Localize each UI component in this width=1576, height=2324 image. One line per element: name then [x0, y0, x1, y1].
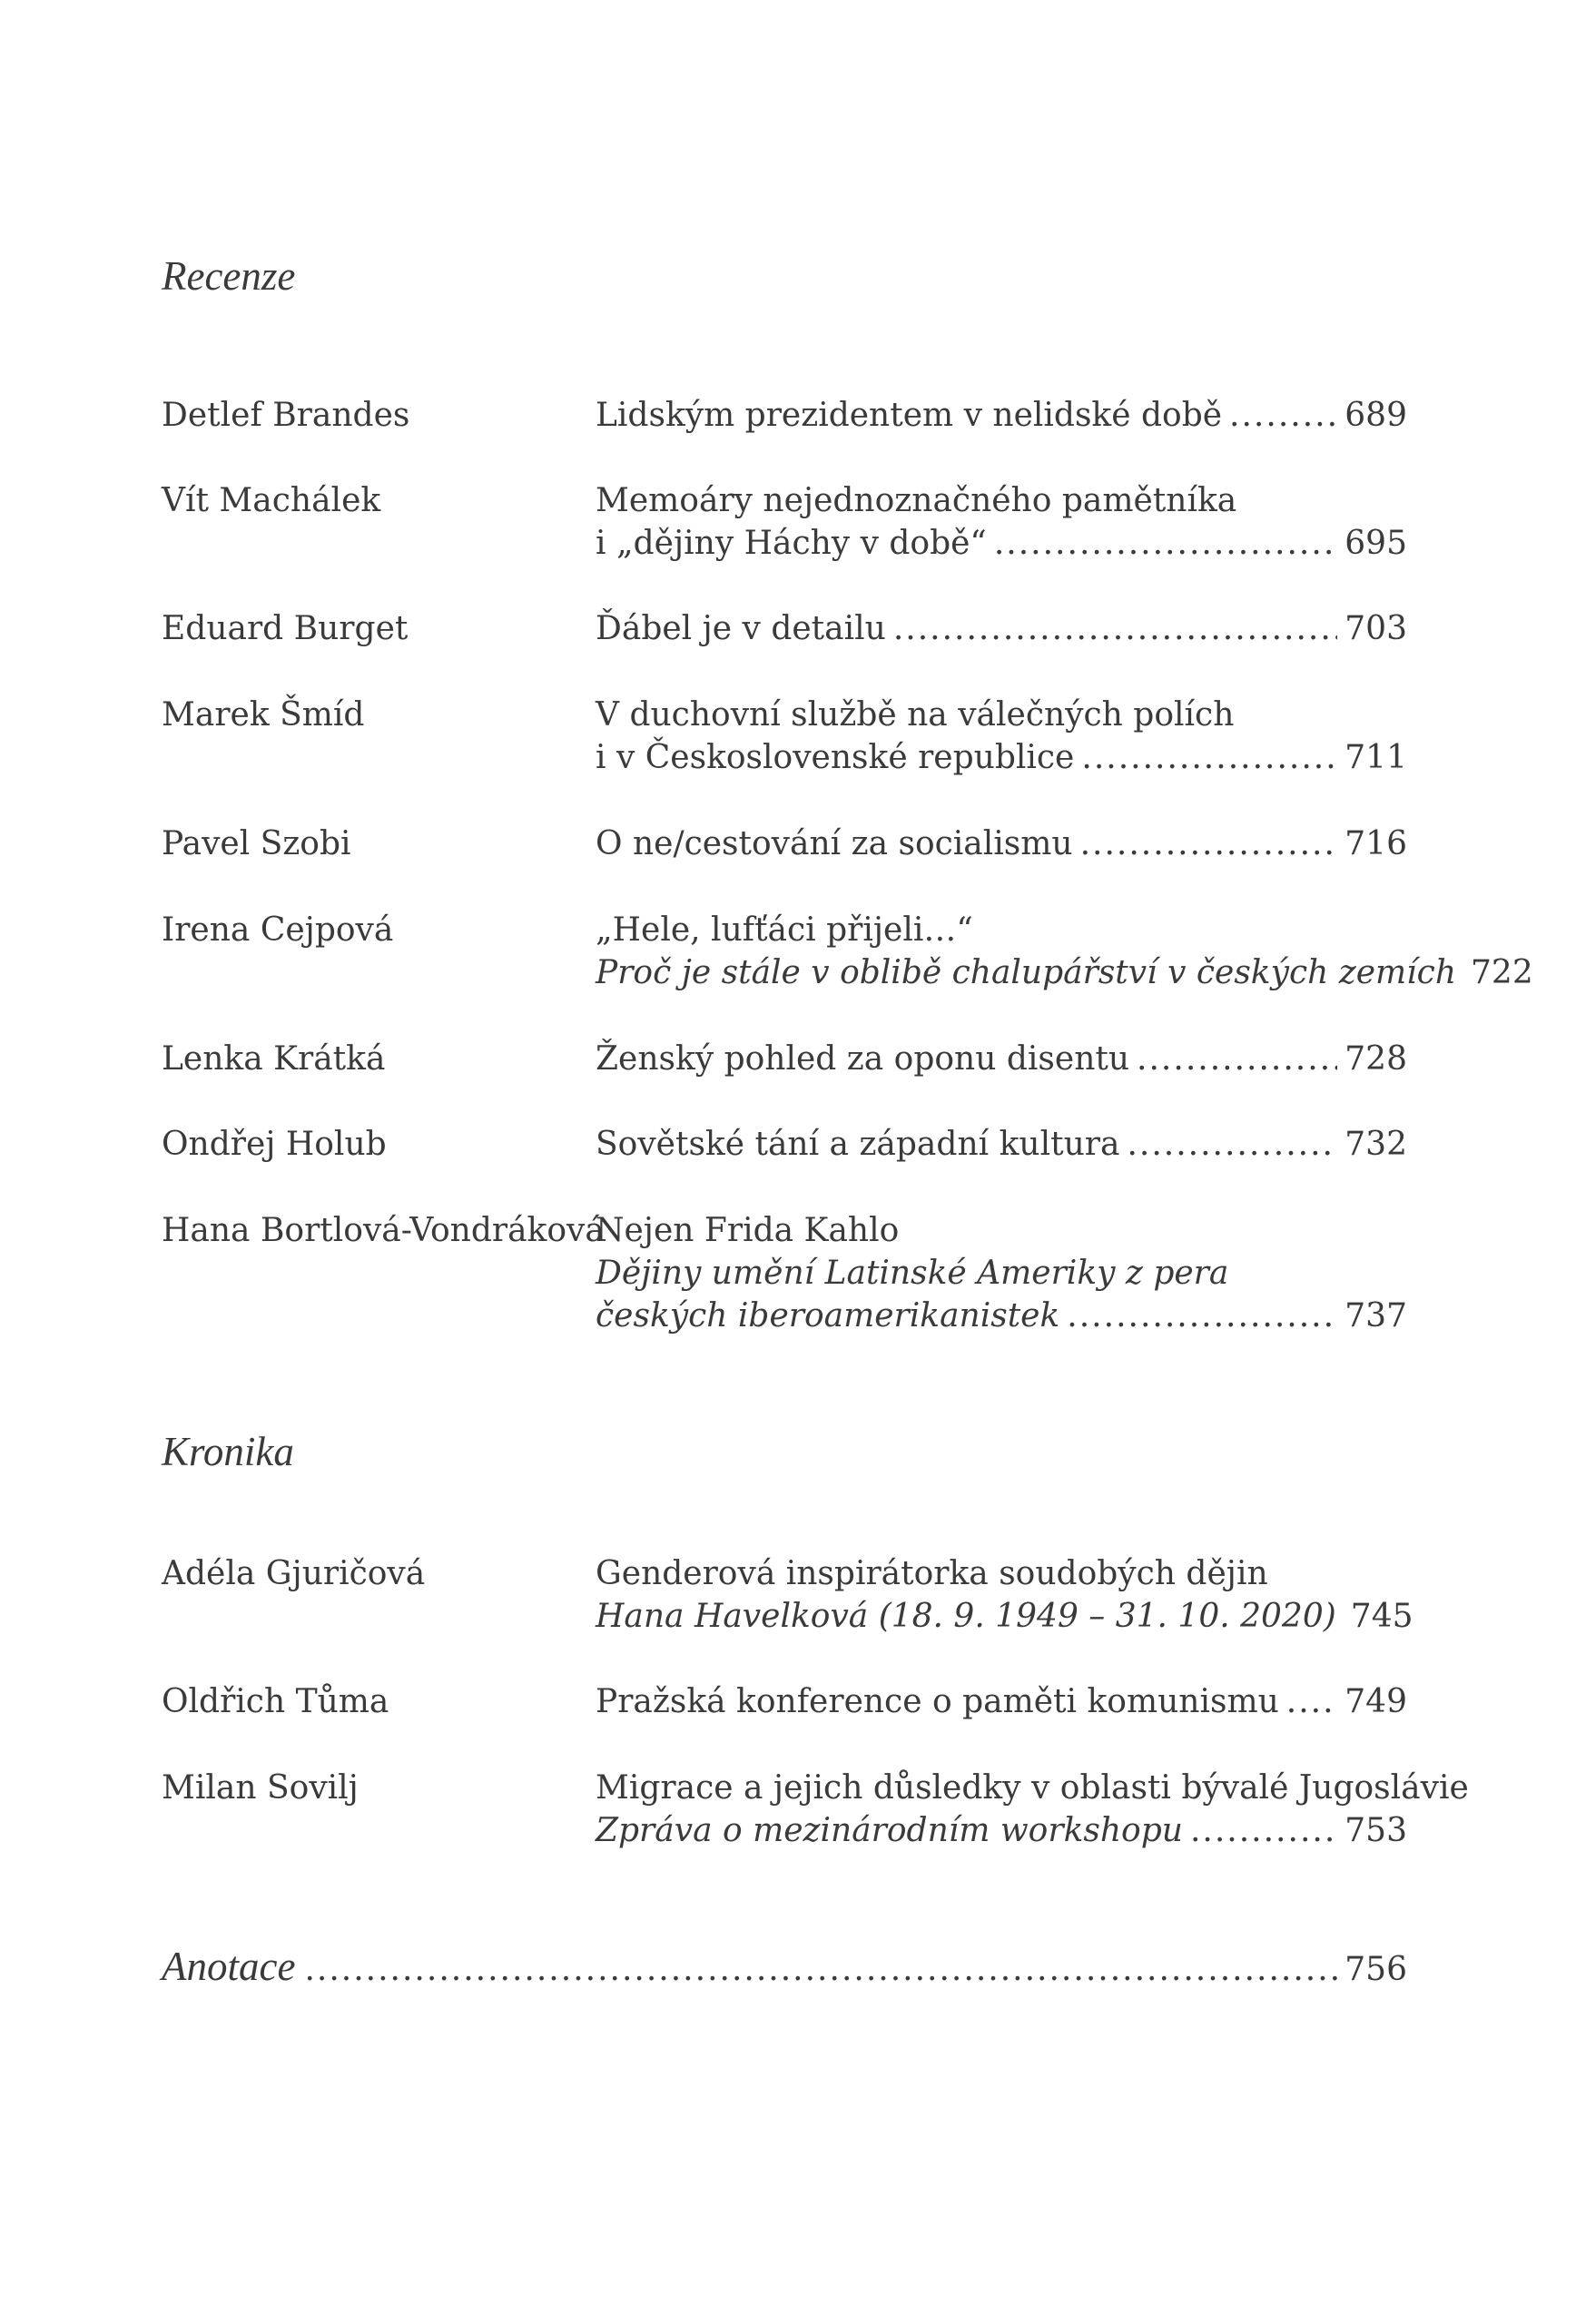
title-line [596, 394, 1407, 437]
entry-author: Vít Machálek [162, 482, 381, 519]
dot-leader [1081, 736, 1337, 779]
title-line [596, 1038, 1407, 1080]
entry-author: Marek Šmíd [162, 696, 365, 734]
title-text: „Hele, lufťáci přijeli…“ [596, 911, 973, 949]
entry-title [596, 1209, 1407, 1337]
entry-author: Lenka Krátká [162, 1040, 386, 1078]
title-line [596, 522, 1407, 565]
page-number: 749 [1345, 1683, 1407, 1720]
subtitle-line [596, 1809, 1407, 1852]
entry-title [596, 1552, 1413, 1638]
entry-title [596, 607, 1407, 650]
page-number: 732 [1345, 1126, 1407, 1163]
subtitle-text: Dějiny umění Latinské Ameriky z pera [596, 1255, 1229, 1292]
entry-title [596, 1767, 1469, 1852]
entry-author: Pavel Szobi [162, 825, 351, 862]
title-text: Genderová inspirátorka soudobých dějin [596, 1555, 1268, 1592]
toc-entry-anotace[interactable] [162, 1943, 1407, 1990]
title-text: Memoáry nejednoznačného pamětníka [596, 482, 1237, 519]
title-line [596, 1123, 1407, 1166]
title-text: Nejen Frida Kahlo [596, 1212, 900, 1249]
subtitle-line [596, 1252, 1407, 1295]
entry-title [596, 394, 1407, 437]
subtitle-text: českých iberoamerikanistek [596, 1297, 1060, 1334]
page-number: 722 [1471, 954, 1533, 991]
entry-title [596, 479, 1407, 565]
page-number: 753 [1345, 1812, 1407, 1849]
entry-author: Irena Cejpová [162, 911, 394, 949]
dot-leader [1080, 822, 1338, 865]
title-text: Lidským prezidentem v nelidské době [596, 397, 1223, 434]
page-number: 737 [1345, 1297, 1407, 1334]
dot-leader [1190, 1809, 1337, 1852]
title-text: Ďábel je v detailu [596, 610, 886, 647]
page-number: 716 [1345, 825, 1407, 862]
entry-author: Adéla Gjuričová [162, 1555, 426, 1592]
dot-leader [1127, 1123, 1337, 1166]
title-line [596, 1767, 1469, 1809]
entry-title [596, 694, 1407, 779]
subtitle-text: Hana Havelková (18. 9. 1949 – 31. 10. 2020) [596, 1598, 1336, 1635]
page-number: 728 [1345, 1040, 1407, 1078]
title-line [596, 607, 1407, 650]
entry-title [596, 909, 1533, 994]
subtitle-line [596, 1595, 1413, 1638]
dot-leader [1286, 1680, 1338, 1723]
title-text: Migrace a jejich důsledky v oblasti bývalé Jugoslávie [596, 1769, 1469, 1807]
page-number: 703 [1345, 610, 1407, 647]
entry-title [596, 1123, 1407, 1166]
title-line [596, 1552, 1407, 1595]
page-number: 695 [1345, 525, 1407, 562]
entry-title [596, 1680, 1407, 1723]
dot-leader [1137, 1038, 1337, 1080]
page-number: 689 [1345, 397, 1407, 434]
dot-leader [994, 522, 1337, 565]
title-text: i „dějiny Háchy v době“ [596, 525, 987, 562]
dot-leader [1229, 394, 1337, 437]
dot-leader [893, 607, 1337, 650]
page-number: 756 [1345, 1951, 1407, 1988]
entry-author: Eduard Burget [162, 610, 409, 647]
page-number: 745 [1350, 1598, 1413, 1635]
title-line [596, 822, 1407, 865]
entry-author: Ondřej Holub [162, 1126, 387, 1163]
title-line [596, 1209, 1407, 1252]
section-heading-kronika: Kronika [162, 1429, 294, 1474]
title-text: V duchovní službě na válečných polích [596, 696, 1235, 734]
section-heading-anotace: Anotace [162, 1944, 296, 1989]
page-number: 711 [1345, 739, 1407, 776]
subtitle-line [596, 951, 1533, 994]
subtitle-text: Zpráva o mezinárodním workshopu [596, 1812, 1183, 1849]
entry-title [596, 822, 1407, 865]
title-text: Pražská konference o paměti komunismu [596, 1683, 1279, 1720]
section-heading-recenze: Recenze [162, 253, 296, 299]
title-text: i v Československé republice [596, 739, 1075, 776]
entry-author: Hana Bortlová-Vondráková [162, 1212, 605, 1249]
title-line [596, 736, 1407, 779]
subtitle-line [596, 1295, 1407, 1337]
dot-leader [304, 1951, 1337, 1988]
title-text: Ženský pohled za oponu disentu [596, 1040, 1130, 1078]
title-line [596, 1680, 1407, 1723]
entry-author: Milan Sovilj [162, 1769, 359, 1807]
title-line [596, 479, 1407, 522]
title-text: O ne/cestování za socialismu [596, 825, 1073, 862]
title-line [596, 694, 1407, 736]
subtitle-text: Proč je stále v oblibě chalupářství v českých zemích [596, 954, 1457, 991]
title-line [596, 909, 1407, 951]
entry-author: Detlef Brandes [162, 397, 410, 434]
entry-title [596, 1038, 1407, 1080]
entry-author: Oldřich Tůma [162, 1683, 389, 1720]
dot-leader [1067, 1295, 1337, 1337]
title-text: Sovětské tání a západní kultura [596, 1126, 1120, 1163]
